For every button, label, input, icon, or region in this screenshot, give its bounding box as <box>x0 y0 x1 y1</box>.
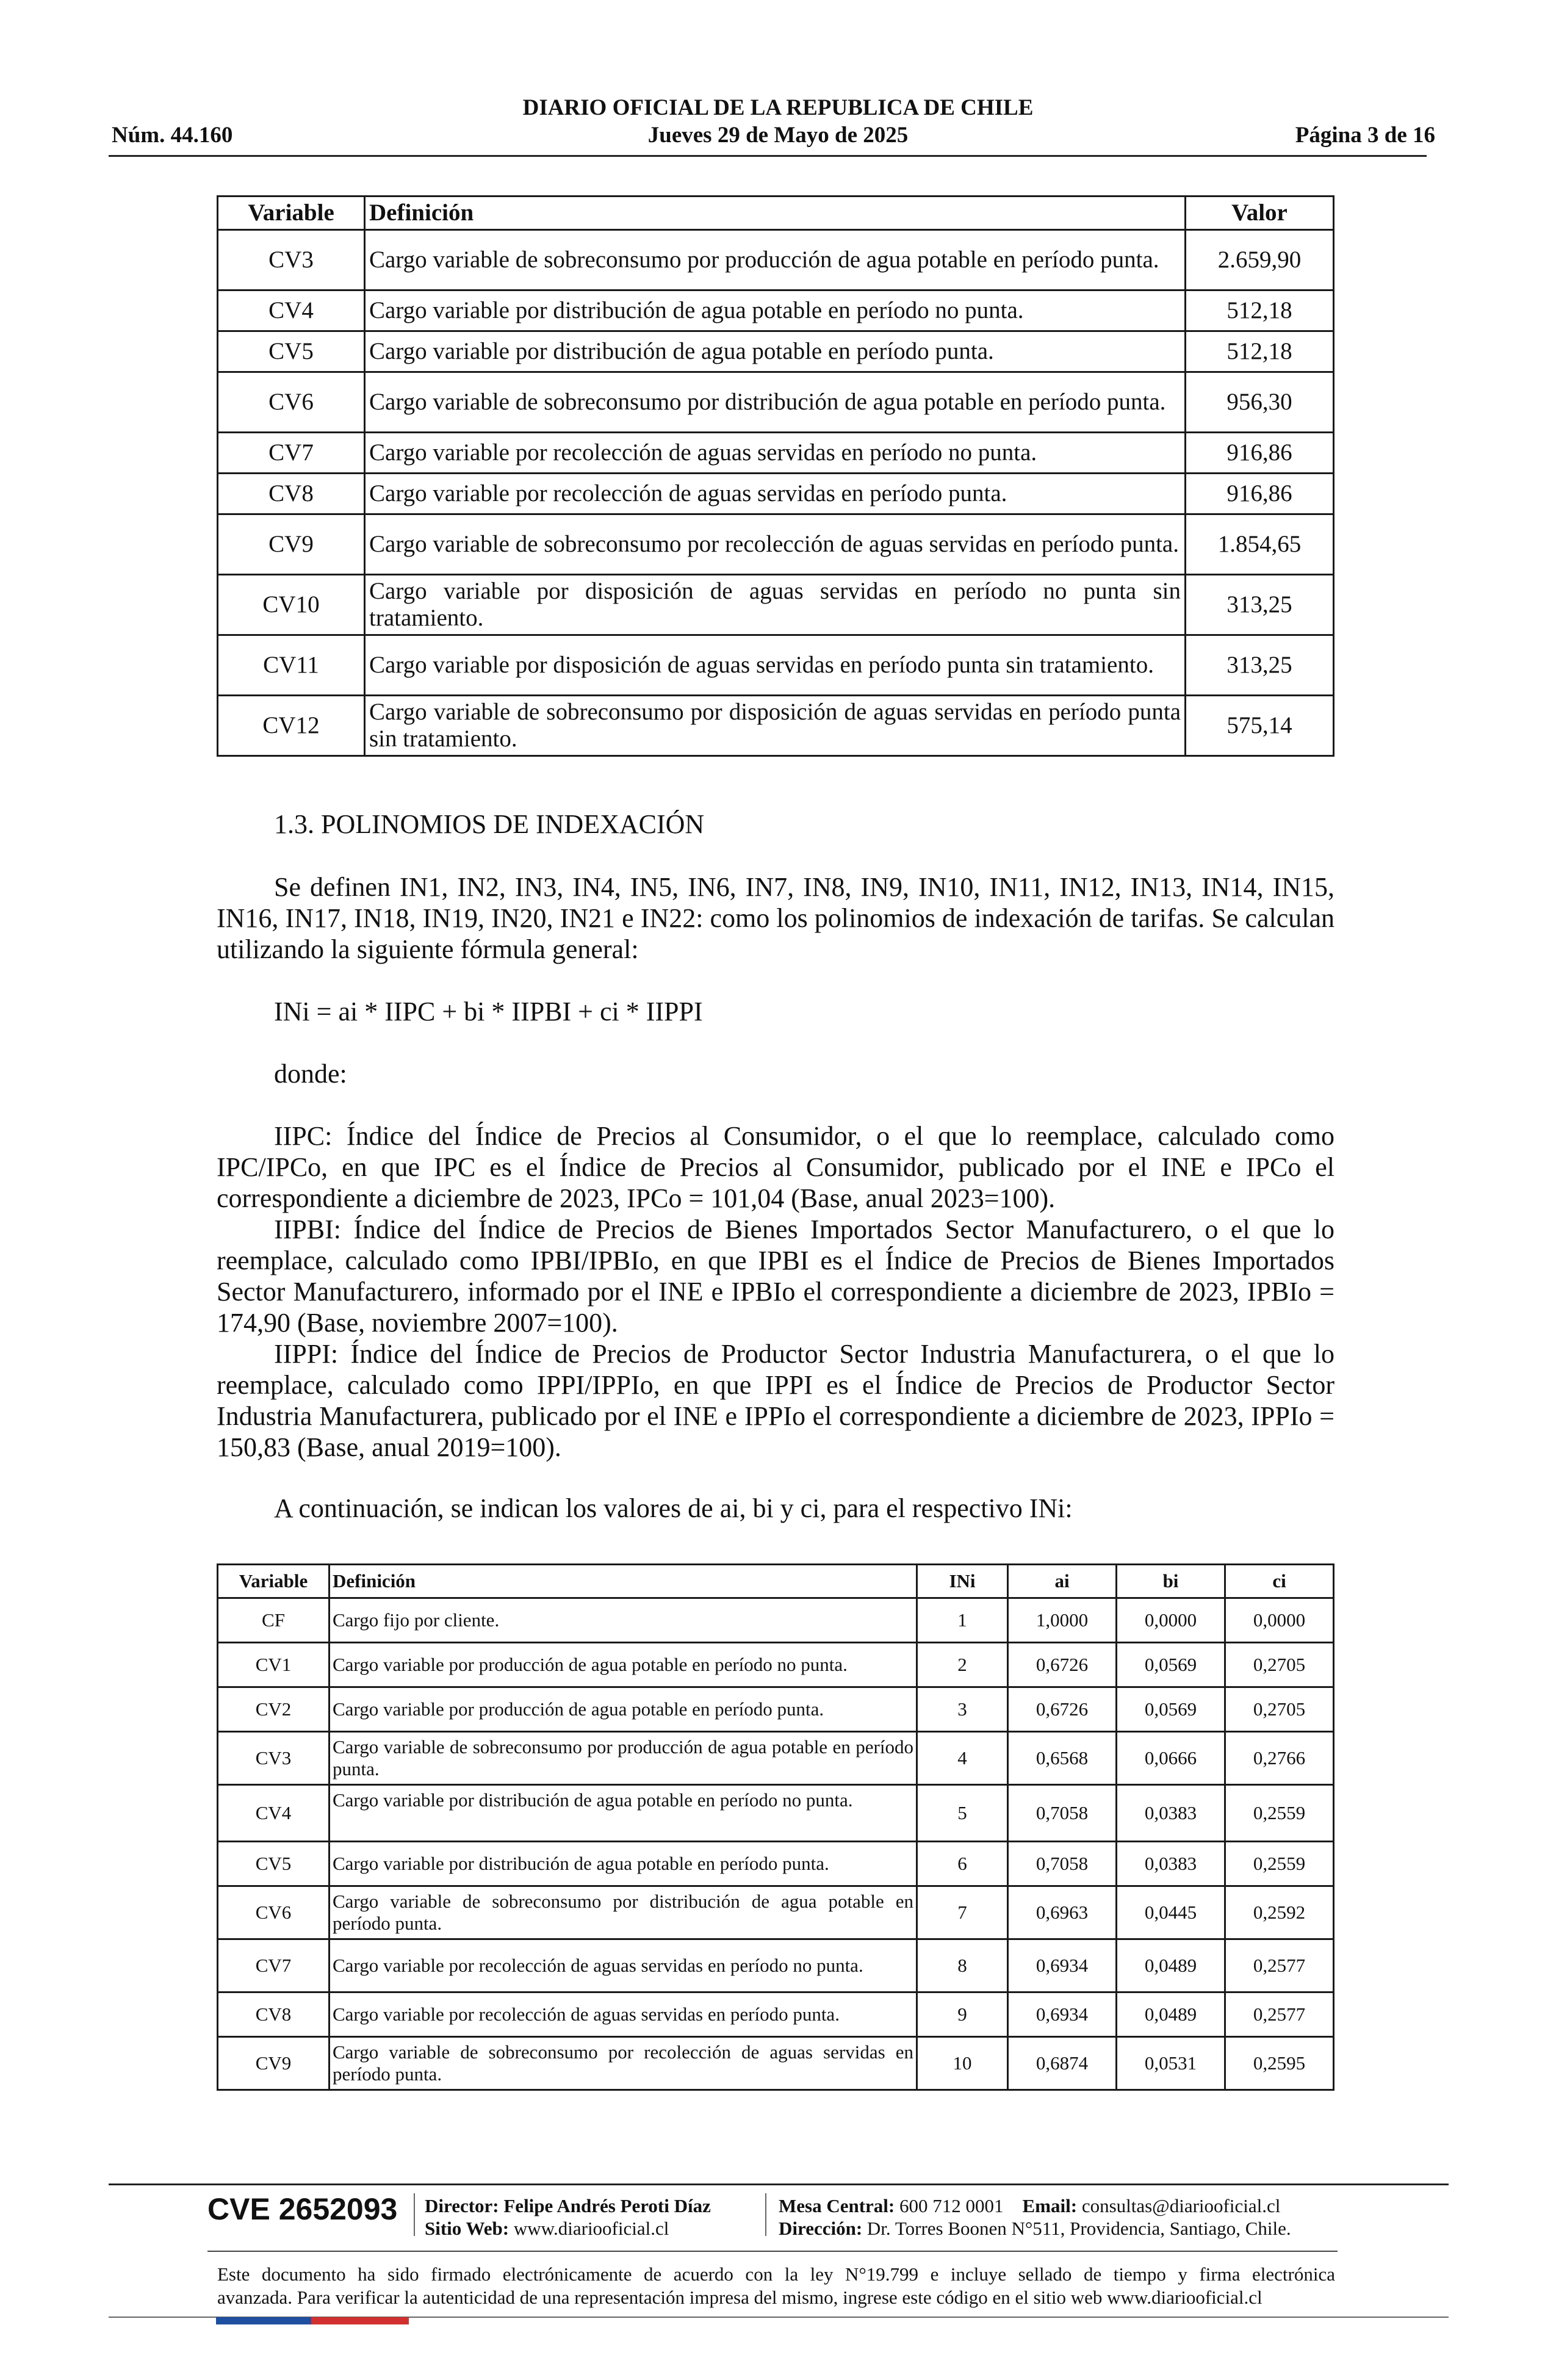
cell-ini: 3 <box>917 1687 1008 1732</box>
cell-ini: 10 <box>917 2037 1008 2090</box>
cell-bi: 0,0569 <box>1117 1687 1225 1732</box>
table-row <box>218 474 1334 514</box>
table-row <box>218 290 1334 331</box>
iippi-paragraph <box>217 1338 1334 1463</box>
cell-bi: 0,0666 <box>1117 1732 1225 1785</box>
cell-bi: 0,0383 <box>1117 1785 1225 1842</box>
cell-definition: Cargo variable de sobreconsumo por recolección de aguas servidas en período punta. <box>330 2037 917 2090</box>
footer-separator <box>414 2193 415 2236</box>
cell-variable: CV7 <box>218 433 365 474</box>
cell-ai: 0,6726 <box>1008 1643 1117 1687</box>
cell-ini: 5 <box>917 1785 1008 1842</box>
table-row <box>218 514 1334 575</box>
cell-bi: 0,0531 <box>1117 2037 1225 2090</box>
cell-bi: 0,0489 <box>1117 1992 1225 2037</box>
iipbi-text: IIPBI: Índice del Índice de Precios de Bienes Importados Sector Manufacturero, o el que lo reemplace, calculado como IPBI/IPBIo, en que IPBI es el Índice de Precios de Bienes Importados Sector Manufacturero, informado por el INE e IPBIo el correspondiente a diciembre de 2023, IPBIo = 174,90 (Base, noviembre 2007=100). <box>217 1214 1334 1338</box>
cell-value: 1.854,65 <box>1186 514 1334 575</box>
cell-variable: CV4 <box>218 290 365 331</box>
cell-ini: 9 <box>917 1992 1008 2037</box>
cell-definition: Cargo variable por producción de agua potable en período punta. <box>330 1687 917 1732</box>
cve-code: CVE 2652093 <box>207 2192 398 2226</box>
cell-ci: 0,2595 <box>1225 2037 1334 2090</box>
cell-ini: 2 <box>917 1643 1008 1687</box>
table-row <box>218 2037 1334 2090</box>
cell-definition: Cargo variable por producción de agua potable en período no punta. <box>330 1643 917 1687</box>
col-header-ai: ai <box>1008 1565 1117 1598</box>
phone-label: Mesa Central: <box>779 2195 895 2216</box>
cell-value: 512,18 <box>1186 290 1334 331</box>
intro-paragraph <box>217 871 1334 965</box>
charges-table <box>217 195 1334 757</box>
cell-ci: 0,2705 <box>1225 1687 1334 1732</box>
cell-definition: Cargo variable por recolección de aguas servidas en período no punta. <box>330 1939 917 1992</box>
table-header-row <box>218 1565 1334 1598</box>
cell-variable: CV4 <box>218 1785 330 1842</box>
table-row <box>218 1643 1334 1687</box>
cell-variable: CF <box>218 1598 330 1643</box>
section-heading: 1.3. POLINOMIOS DE INDEXACIÓN <box>274 809 705 839</box>
cell-value: 512,18 <box>1186 331 1334 372</box>
cell-ci: 0,2559 <box>1225 1842 1334 1886</box>
cell-ini: 7 <box>917 1886 1008 1939</box>
cell-value: 2.659,90 <box>1186 230 1334 290</box>
cell-ini: 6 <box>917 1842 1008 1886</box>
cell-variable: CV6 <box>218 1886 330 1939</box>
where-label: donde: <box>274 1059 347 1089</box>
cell-definition: Cargo fijo por cliente. <box>330 1598 917 1643</box>
continuation-text: A continuación, se indican los valores de ai, bi y ci, para el respectivo INi: <box>274 1493 1073 1523</box>
cell-bi: 0,0569 <box>1117 1643 1225 1687</box>
director-label: Director: <box>425 2195 499 2216</box>
cell-variable: CV8 <box>218 1992 330 2037</box>
cell-variable: CV9 <box>218 514 365 575</box>
cell-ci: 0,2577 <box>1225 1992 1334 2037</box>
table-row <box>218 433 1334 474</box>
footer-contact-block <box>779 2194 1291 2240</box>
cell-ci: 0,2592 <box>1225 1886 1334 1939</box>
cell-definition: Cargo variable de sobreconsumo por producción de agua potable en período punta. <box>365 230 1186 290</box>
table-header-row <box>218 197 1334 230</box>
col-header-value: Valor <box>1186 197 1334 230</box>
cell-variable: CV6 <box>218 372 365 433</box>
cell-bi: 0,0383 <box>1117 1842 1225 1886</box>
cell-ini: 1 <box>917 1598 1008 1643</box>
cell-variable: CV9 <box>218 2037 330 2090</box>
cell-variable: CV5 <box>218 331 365 372</box>
formula: INi = ai * IIPC + bi * IIPBI + ci * IIPPI <box>274 997 703 1026</box>
table-row <box>218 331 1334 372</box>
signature-note <box>217 2263 1335 2309</box>
footer-inner-divider <box>207 2251 1338 2252</box>
page-number: Página 3 de 16 <box>1295 123 1435 148</box>
flag-bar-red <box>311 2317 409 2324</box>
col-header-definition: Definición <box>365 197 1186 230</box>
cell-definition: Cargo variable por distribución de agua potable en período no punta. <box>330 1785 917 1842</box>
cell-ini: 8 <box>917 1939 1008 1992</box>
cell-bi: 0,0445 <box>1117 1886 1225 1939</box>
cell-ai: 0,6726 <box>1008 1687 1117 1732</box>
director-name: Felipe Andrés Peroti Díaz <box>503 2195 711 2216</box>
cell-ai: 0,6934 <box>1008 1939 1117 1992</box>
cell-variable: CV7 <box>218 1939 330 1992</box>
cell-value: 916,86 <box>1186 433 1334 474</box>
cell-definition: Cargo variable por distribución de agua potable en período punta. <box>365 331 1186 372</box>
cell-definition: Cargo variable de sobreconsumo por recolección de aguas servidas en período punta. <box>365 514 1186 575</box>
cell-ai: 0,6934 <box>1008 1992 1117 2037</box>
table-row <box>218 575 1334 635</box>
col-header-variable: Variable <box>218 197 365 230</box>
cell-variable: CV8 <box>218 474 365 514</box>
table-row <box>218 1732 1334 1785</box>
table-row <box>218 1886 1334 1939</box>
cell-definition: Cargo variable de sobreconsumo por distribución de agua potable en período punta. <box>330 1886 917 1939</box>
intro-text: Se definen IN1, IN2, IN3, IN4, IN5, IN6, IN7, IN8, IN9, IN10, IN11, IN12, IN13, IN14, IN15, IN16, IN17, IN18, IN19, IN20, IN21 e IN22: como los polinomios de indexación de tarifas. Se calculan utilizando la siguiente fórmula general: <box>217 872 1334 964</box>
cell-definition: Cargo variable por recolección de aguas servidas en período no punta. <box>365 433 1186 474</box>
table-row <box>218 1939 1334 1992</box>
address-text: Dr. Torres Boonen N°511, Providencia, Santiago, Chile. <box>866 2218 1291 2239</box>
table-row <box>218 1785 1334 1842</box>
table-row <box>218 372 1334 433</box>
cell-ai: 0,7058 <box>1008 1842 1117 1886</box>
publication-title: DIARIO OFICIAL DE LA REPUBLICA DE CHILE <box>522 95 1034 120</box>
email-link[interactable]: consultas@diariooficial.cl <box>1081 2195 1281 2216</box>
signature-note-line: Este documento ha sido firmado electrónicamente de acuerdo con la ley N°19.799 e incluye sellado de tiempo y firma electrónica <box>217 2263 1335 2285</box>
table-row <box>218 230 1334 290</box>
col-header-definition: Definición <box>330 1565 917 1598</box>
col-header-ini: INi <box>917 1565 1008 1598</box>
cell-ci: 0,0000 <box>1225 1598 1334 1643</box>
address-label: Dirección: <box>779 2218 863 2239</box>
cell-variable: CV12 <box>218 696 365 756</box>
cell-definition: Cargo variable por distribución de agua potable en período punta. <box>330 1842 917 1886</box>
cell-variable: CV3 <box>218 230 365 290</box>
cell-ci: 0,2577 <box>1225 1939 1334 1992</box>
cell-variable: CV2 <box>218 1687 330 1732</box>
coefficients-table <box>217 1563 1334 2091</box>
cell-variable: CV10 <box>218 575 365 635</box>
phone-number: 600 712 0001 <box>899 2195 1004 2216</box>
cell-value: 575,14 <box>1186 696 1334 756</box>
cell-variable: CV11 <box>218 635 365 696</box>
cell-definition: Cargo variable por distribución de agua potable en período no punta. <box>365 290 1186 331</box>
header-divider <box>109 155 1427 157</box>
cell-ai: 1,0000 <box>1008 1598 1117 1643</box>
iipc-paragraph <box>217 1120 1334 1214</box>
iipc-text: IIPC: Índice del Índice de Precios al Consumidor, o el que lo reemplace, calculado como IPC/IPCo, en que IPC es el Índice de Precios al Consumidor, publicado por el INE e IPCo el correspondiente a diciembre de 2023, IPCo = 101,04 (Base, anual 2023=100). <box>217 1121 1334 1213</box>
cell-definition: Cargo variable por disposición de aguas servidas en período no punta sin tratamiento. <box>365 575 1186 635</box>
footer-director-block <box>425 2194 711 2240</box>
cell-ai: 0,6874 <box>1008 2037 1117 2090</box>
table-row <box>218 696 1334 756</box>
cell-ci: 0,2766 <box>1225 1732 1334 1785</box>
cell-ai: 0,6568 <box>1008 1732 1117 1785</box>
col-header-ci: ci <box>1225 1565 1334 1598</box>
cell-ci: 0,2705 <box>1225 1643 1334 1687</box>
cell-value: 956,30 <box>1186 372 1334 433</box>
cell-value: 313,25 <box>1186 635 1334 696</box>
col-header-bi: bi <box>1117 1565 1225 1598</box>
cell-bi: 0,0489 <box>1117 1939 1225 1992</box>
issue-number: Núm. 44.160 <box>112 123 233 148</box>
signature-note-line: avanzada. Para verificar la autenticidad de una representación impresa del mismo, ingrese este código en el sitio web www.diariooficial.cl <box>217 2287 1262 2308</box>
iipbi-paragraph <box>217 1214 1334 1338</box>
email-label: Email: <box>1022 2195 1078 2216</box>
table-row <box>218 1687 1334 1732</box>
cell-definition: Cargo variable de sobreconsumo por distribución de agua potable en período punta. <box>365 372 1186 433</box>
flag-bar-blue <box>216 2317 311 2324</box>
issue-date: Jueves 29 de Mayo de 2025 <box>647 123 909 148</box>
cell-variable: CV1 <box>218 1643 330 1687</box>
table-row <box>218 1598 1334 1643</box>
website-link[interactable]: www.diariooficial.cl <box>513 2218 669 2239</box>
cell-ai: 0,7058 <box>1008 1785 1117 1842</box>
website-label: Sitio Web: <box>425 2218 510 2239</box>
cell-definition: Cargo variable por recolección de aguas servidas en período punta. <box>365 474 1186 514</box>
cell-definition: Cargo variable por recolección de aguas servidas en período punta. <box>330 1992 917 2037</box>
cell-ini: 4 <box>917 1732 1008 1785</box>
cell-definition: Cargo variable de sobreconsumo por producción de agua potable en período punta. <box>330 1732 917 1785</box>
footer-divider <box>109 2183 1449 2185</box>
cell-definition: Cargo variable de sobreconsumo por disposición de aguas servidas en período punta sin tratamiento. <box>365 696 1186 756</box>
cell-value: 313,25 <box>1186 575 1334 635</box>
cell-definition: Cargo variable por disposición de aguas servidas en período punta sin tratamiento. <box>365 635 1186 696</box>
cell-value: 916,86 <box>1186 474 1334 514</box>
iippi-text: IIPPI: Índice del Índice de Precios de Productor Sector Industria Manufacturera, o el que lo reemplace, calculado como IPPI/IPPIo, en que IPPI es el Índice de Precios de Productor Sector Industria Manufacturera, publicado por el INE e IPPIo el correspondiente a diciembre de 2023, IPPIo = 150,83 (Base, anual 2019=100). <box>217 1339 1334 1462</box>
cell-ci: 0,2559 <box>1225 1785 1334 1842</box>
table-row <box>218 635 1334 696</box>
cell-bi: 0,0000 <box>1117 1598 1225 1643</box>
col-header-variable: Variable <box>218 1565 330 1598</box>
table-row <box>218 1842 1334 1886</box>
table-row <box>218 1992 1334 2037</box>
cell-ai: 0,6963 <box>1008 1886 1117 1939</box>
footer-separator <box>765 2193 766 2236</box>
cell-variable: CV5 <box>218 1842 330 1886</box>
cell-variable: CV3 <box>218 1732 330 1785</box>
